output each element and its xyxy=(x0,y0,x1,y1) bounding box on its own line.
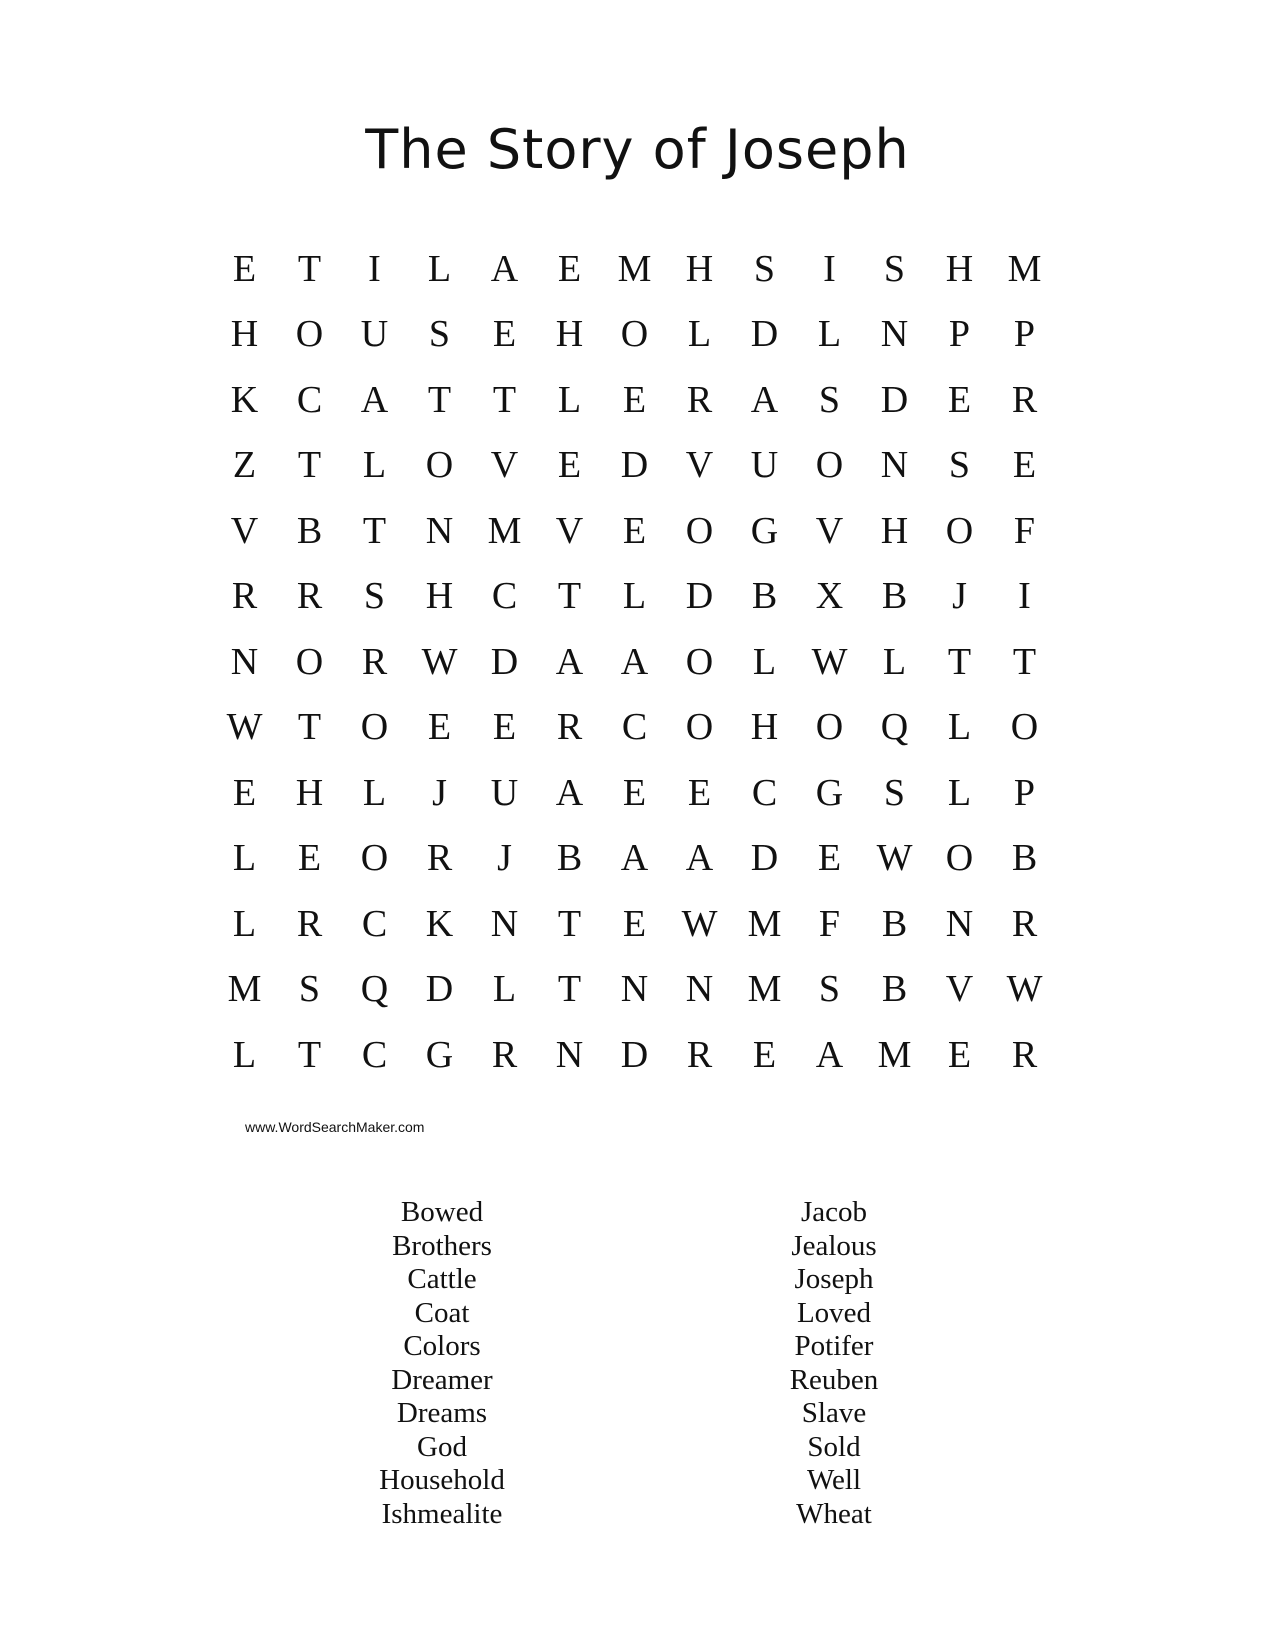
grid-letter: N xyxy=(880,313,909,356)
grid-letter: J xyxy=(952,575,967,618)
word-list-item: Potifer xyxy=(794,1330,874,1362)
grid-letter: T xyxy=(557,575,582,618)
grid-letter: D xyxy=(425,968,454,1011)
word-list-item: Reuben xyxy=(789,1363,879,1396)
grid-letter: M xyxy=(487,509,522,552)
grid-letter: T xyxy=(297,1033,322,1076)
grid-letter: N xyxy=(230,640,259,683)
grid-letter: L xyxy=(557,378,582,421)
grid-row xyxy=(212,891,1057,957)
grid-letter: U xyxy=(490,771,519,814)
word-list-item: Brothers xyxy=(392,1229,492,1262)
grid-letter: L xyxy=(752,640,777,683)
grid-letter: R xyxy=(556,706,583,749)
grid-letter: A xyxy=(555,771,584,814)
grid-letter: O xyxy=(425,444,454,487)
grid-letter: T xyxy=(297,444,322,487)
word-list-item: Wheat xyxy=(796,1497,872,1530)
word-list-item: Household xyxy=(379,1464,505,1496)
grid-letter: E xyxy=(622,378,647,421)
grid-letter: U xyxy=(360,313,389,356)
grid-letter: E xyxy=(1012,444,1037,487)
grid-row xyxy=(212,367,1057,433)
word-list-item: Jealous xyxy=(791,1229,877,1262)
grid-letter: W xyxy=(1006,968,1043,1011)
grid-letter: R xyxy=(686,378,713,421)
grid-letter: N xyxy=(555,1033,584,1076)
word-list-right xyxy=(704,1196,964,1531)
grid-letter: T xyxy=(362,509,387,552)
grid-letter: S xyxy=(753,247,776,290)
grid-letter: M xyxy=(617,247,652,290)
grid-letter: M xyxy=(877,1033,912,1076)
grid-letter: T xyxy=(297,247,322,290)
grid-letter: T xyxy=(557,902,582,945)
grid-letter: E xyxy=(492,313,517,356)
grid-letter: W xyxy=(876,837,913,880)
grid-letter: L xyxy=(232,1033,257,1076)
grid-letter: O xyxy=(815,444,844,487)
word-list-item: Colors xyxy=(403,1330,481,1362)
word-list-item: Ishmealite xyxy=(381,1497,503,1530)
grid-letter: O xyxy=(360,837,389,880)
word-list-item: Loved xyxy=(796,1296,872,1329)
grid-letter: E xyxy=(947,378,972,421)
grid-letter: M xyxy=(1007,247,1042,290)
grid-letter: H xyxy=(425,575,454,618)
grid-letter: V xyxy=(490,444,519,487)
grid-letter: J xyxy=(497,837,512,880)
grid-letter: E xyxy=(817,837,842,880)
grid-letter: W xyxy=(421,640,458,683)
grid-letter: D xyxy=(620,444,649,487)
grid-letter: A xyxy=(620,640,649,683)
grid-letter: R xyxy=(1011,902,1038,945)
grid-letter: D xyxy=(620,1033,649,1076)
grid-row xyxy=(212,629,1057,695)
grid-letter: I xyxy=(1018,575,1031,618)
word-list-item: God xyxy=(417,1430,467,1463)
word-list-item: Cattle xyxy=(407,1263,477,1295)
grid-letter: B xyxy=(751,575,778,618)
grid-letter: H xyxy=(295,771,324,814)
grid-letter: E xyxy=(557,247,582,290)
grid-letter: L xyxy=(427,247,452,290)
grid-letter: O xyxy=(1010,706,1039,749)
grid-letter: V xyxy=(685,444,714,487)
grid-letter: O xyxy=(295,313,324,356)
grid-letter: E xyxy=(752,1033,777,1076)
grid-letter: L xyxy=(687,313,712,356)
word-list-item: Sold xyxy=(807,1430,861,1463)
grid-letter: L xyxy=(817,313,842,356)
grid-letter: Q xyxy=(880,706,909,749)
page-title: The Story of Joseph xyxy=(365,118,910,181)
grid-letter: B xyxy=(1011,837,1038,880)
grid-letter: D xyxy=(490,640,519,683)
grid-letter: W xyxy=(681,902,718,945)
grid-letter: R xyxy=(1011,378,1038,421)
grid-letter: R xyxy=(491,1033,518,1076)
grid-letter: N xyxy=(490,902,519,945)
grid-letter: T xyxy=(427,378,452,421)
grid-letter: S xyxy=(883,771,906,814)
grid-letter: F xyxy=(1013,509,1036,552)
grid-letter: P xyxy=(948,313,971,356)
grid-letter: E xyxy=(622,902,647,945)
grid-letter: K xyxy=(230,378,259,421)
grid-letter: T xyxy=(947,640,972,683)
grid-letter: R xyxy=(361,640,388,683)
grid-row xyxy=(212,1022,1057,1088)
word-list-item: Jacob xyxy=(800,1196,868,1228)
grid-letter: L xyxy=(362,444,387,487)
grid-letter: P xyxy=(1013,313,1036,356)
grid-letter: P xyxy=(1013,771,1036,814)
word-list-item: Slave xyxy=(801,1397,867,1429)
grid-letter: V xyxy=(815,509,844,552)
grid-letter: S xyxy=(298,968,321,1011)
grid-letter: I xyxy=(823,247,836,290)
grid-letter: S xyxy=(363,575,386,618)
grid-row xyxy=(212,695,1057,761)
grid-letter: J xyxy=(432,771,447,814)
grid-letter: O xyxy=(620,313,649,356)
grid-row xyxy=(212,302,1057,368)
grid-letter: N xyxy=(620,968,649,1011)
grid-letter: F xyxy=(818,902,841,945)
grid-letter: H xyxy=(880,509,909,552)
grid-letter: W xyxy=(811,640,848,683)
grid-letter: E xyxy=(232,247,257,290)
grid-letter: A xyxy=(490,247,519,290)
grid-letter: N xyxy=(685,968,714,1011)
grid-row xyxy=(212,236,1057,302)
grid-letter: O xyxy=(945,837,974,880)
word-list-item: Bowed xyxy=(400,1196,484,1228)
grid-letter: T xyxy=(1012,640,1037,683)
grid-letter: L xyxy=(622,575,647,618)
grid-letter: L xyxy=(882,640,907,683)
grid-letter: A xyxy=(620,837,649,880)
grid-letter: O xyxy=(295,640,324,683)
grid-letter: N xyxy=(425,509,454,552)
grid-letter: C xyxy=(621,706,648,749)
grid-letter: L xyxy=(947,706,972,749)
word-list-item: Dreams xyxy=(396,1397,488,1429)
grid-letter: E xyxy=(622,509,647,552)
grid-letter: S xyxy=(883,247,906,290)
letter-grid xyxy=(212,236,1057,1088)
grid-letter: I xyxy=(368,247,381,290)
grid-letter: B xyxy=(296,509,323,552)
grid-letter: G xyxy=(425,1033,454,1076)
grid-letter: A xyxy=(750,378,779,421)
grid-letter: D xyxy=(750,313,779,356)
grid-letter: G xyxy=(815,771,844,814)
grid-letter: C xyxy=(361,902,388,945)
grid-letter: S xyxy=(818,968,841,1011)
grid-letter: H xyxy=(555,313,584,356)
grid-letter: A xyxy=(685,837,714,880)
grid-letter: G xyxy=(750,509,779,552)
grid-letter: M xyxy=(747,968,782,1011)
grid-letter: H xyxy=(945,247,974,290)
grid-letter: N xyxy=(880,444,909,487)
grid-letter: B xyxy=(881,902,908,945)
grid-letter: C xyxy=(361,1033,388,1076)
word-list-left xyxy=(312,1196,572,1531)
grid-letter: E xyxy=(557,444,582,487)
grid-letter: L xyxy=(232,902,257,945)
grid-letter: E xyxy=(622,771,647,814)
word-list-item: Coat xyxy=(414,1296,470,1329)
grid-letter: O xyxy=(685,509,714,552)
grid-letter: E xyxy=(297,837,322,880)
grid-letter: M xyxy=(227,968,262,1011)
grid-letter: S xyxy=(818,378,841,421)
grid-letter: L xyxy=(232,837,257,880)
grid-letter: T xyxy=(297,706,322,749)
grid-letter: D xyxy=(750,837,779,880)
grid-letter: O xyxy=(360,706,389,749)
grid-letter: W xyxy=(226,706,263,749)
grid-letter: O xyxy=(945,509,974,552)
grid-letter: V xyxy=(945,968,974,1011)
grid-letter: R xyxy=(231,575,258,618)
word-list-item: Joseph xyxy=(794,1263,874,1295)
grid-letter: C xyxy=(491,575,518,618)
grid-letter: C xyxy=(296,378,323,421)
grid-letter: R xyxy=(1011,1033,1038,1076)
grid-letter: O xyxy=(685,640,714,683)
grid-letter: Z xyxy=(232,444,257,487)
grid-letter: R xyxy=(296,902,323,945)
grid-letter: L xyxy=(362,771,387,814)
grid-letter: R xyxy=(426,837,453,880)
grid-letter: T xyxy=(492,378,517,421)
grid-letter: E xyxy=(687,771,712,814)
grid-letter: E xyxy=(947,1033,972,1076)
grid-row xyxy=(212,957,1057,1023)
grid-letter: D xyxy=(880,378,909,421)
word-list-item: Dreamer xyxy=(391,1363,493,1396)
grid-letter: R xyxy=(686,1033,713,1076)
grid-letter: T xyxy=(557,968,582,1011)
grid-letter: H xyxy=(750,706,779,749)
grid-row xyxy=(212,760,1057,826)
grid-letter: B xyxy=(881,575,908,618)
grid-letter: U xyxy=(750,444,779,487)
grid-letter: B xyxy=(881,968,908,1011)
grid-letter: C xyxy=(751,771,778,814)
grid-letter: O xyxy=(815,706,844,749)
grid-letter: O xyxy=(685,706,714,749)
grid-letter: E xyxy=(232,771,257,814)
grid-letter: A xyxy=(360,378,389,421)
grid-letter: D xyxy=(685,575,714,618)
grid-letter: H xyxy=(685,247,714,290)
grid-row xyxy=(212,564,1057,630)
grid-letter: B xyxy=(556,837,583,880)
grid-row xyxy=(212,826,1057,892)
grid-letter: S xyxy=(428,313,451,356)
grid-letter: N xyxy=(945,902,974,945)
grid-letter: E xyxy=(427,706,452,749)
grid-letter: L xyxy=(947,771,972,814)
grid-row xyxy=(212,433,1057,499)
grid-letter: Q xyxy=(360,968,389,1011)
grid-letter: X xyxy=(815,575,844,618)
grid-letter: A xyxy=(815,1033,844,1076)
grid-row xyxy=(212,498,1057,564)
grid-letter: S xyxy=(948,444,971,487)
grid-letter: E xyxy=(492,706,517,749)
grid-letter: V xyxy=(555,509,584,552)
site-credit: www.WordSearchMaker.com xyxy=(245,1119,425,1135)
grid-letter: L xyxy=(492,968,517,1011)
grid-letter: V xyxy=(230,509,259,552)
grid-letter: M xyxy=(747,902,782,945)
grid-letter: H xyxy=(230,313,259,356)
grid-letter: R xyxy=(296,575,323,618)
grid-letter: K xyxy=(425,902,454,945)
word-list-item: Well xyxy=(806,1464,862,1496)
grid-letter: A xyxy=(555,640,584,683)
